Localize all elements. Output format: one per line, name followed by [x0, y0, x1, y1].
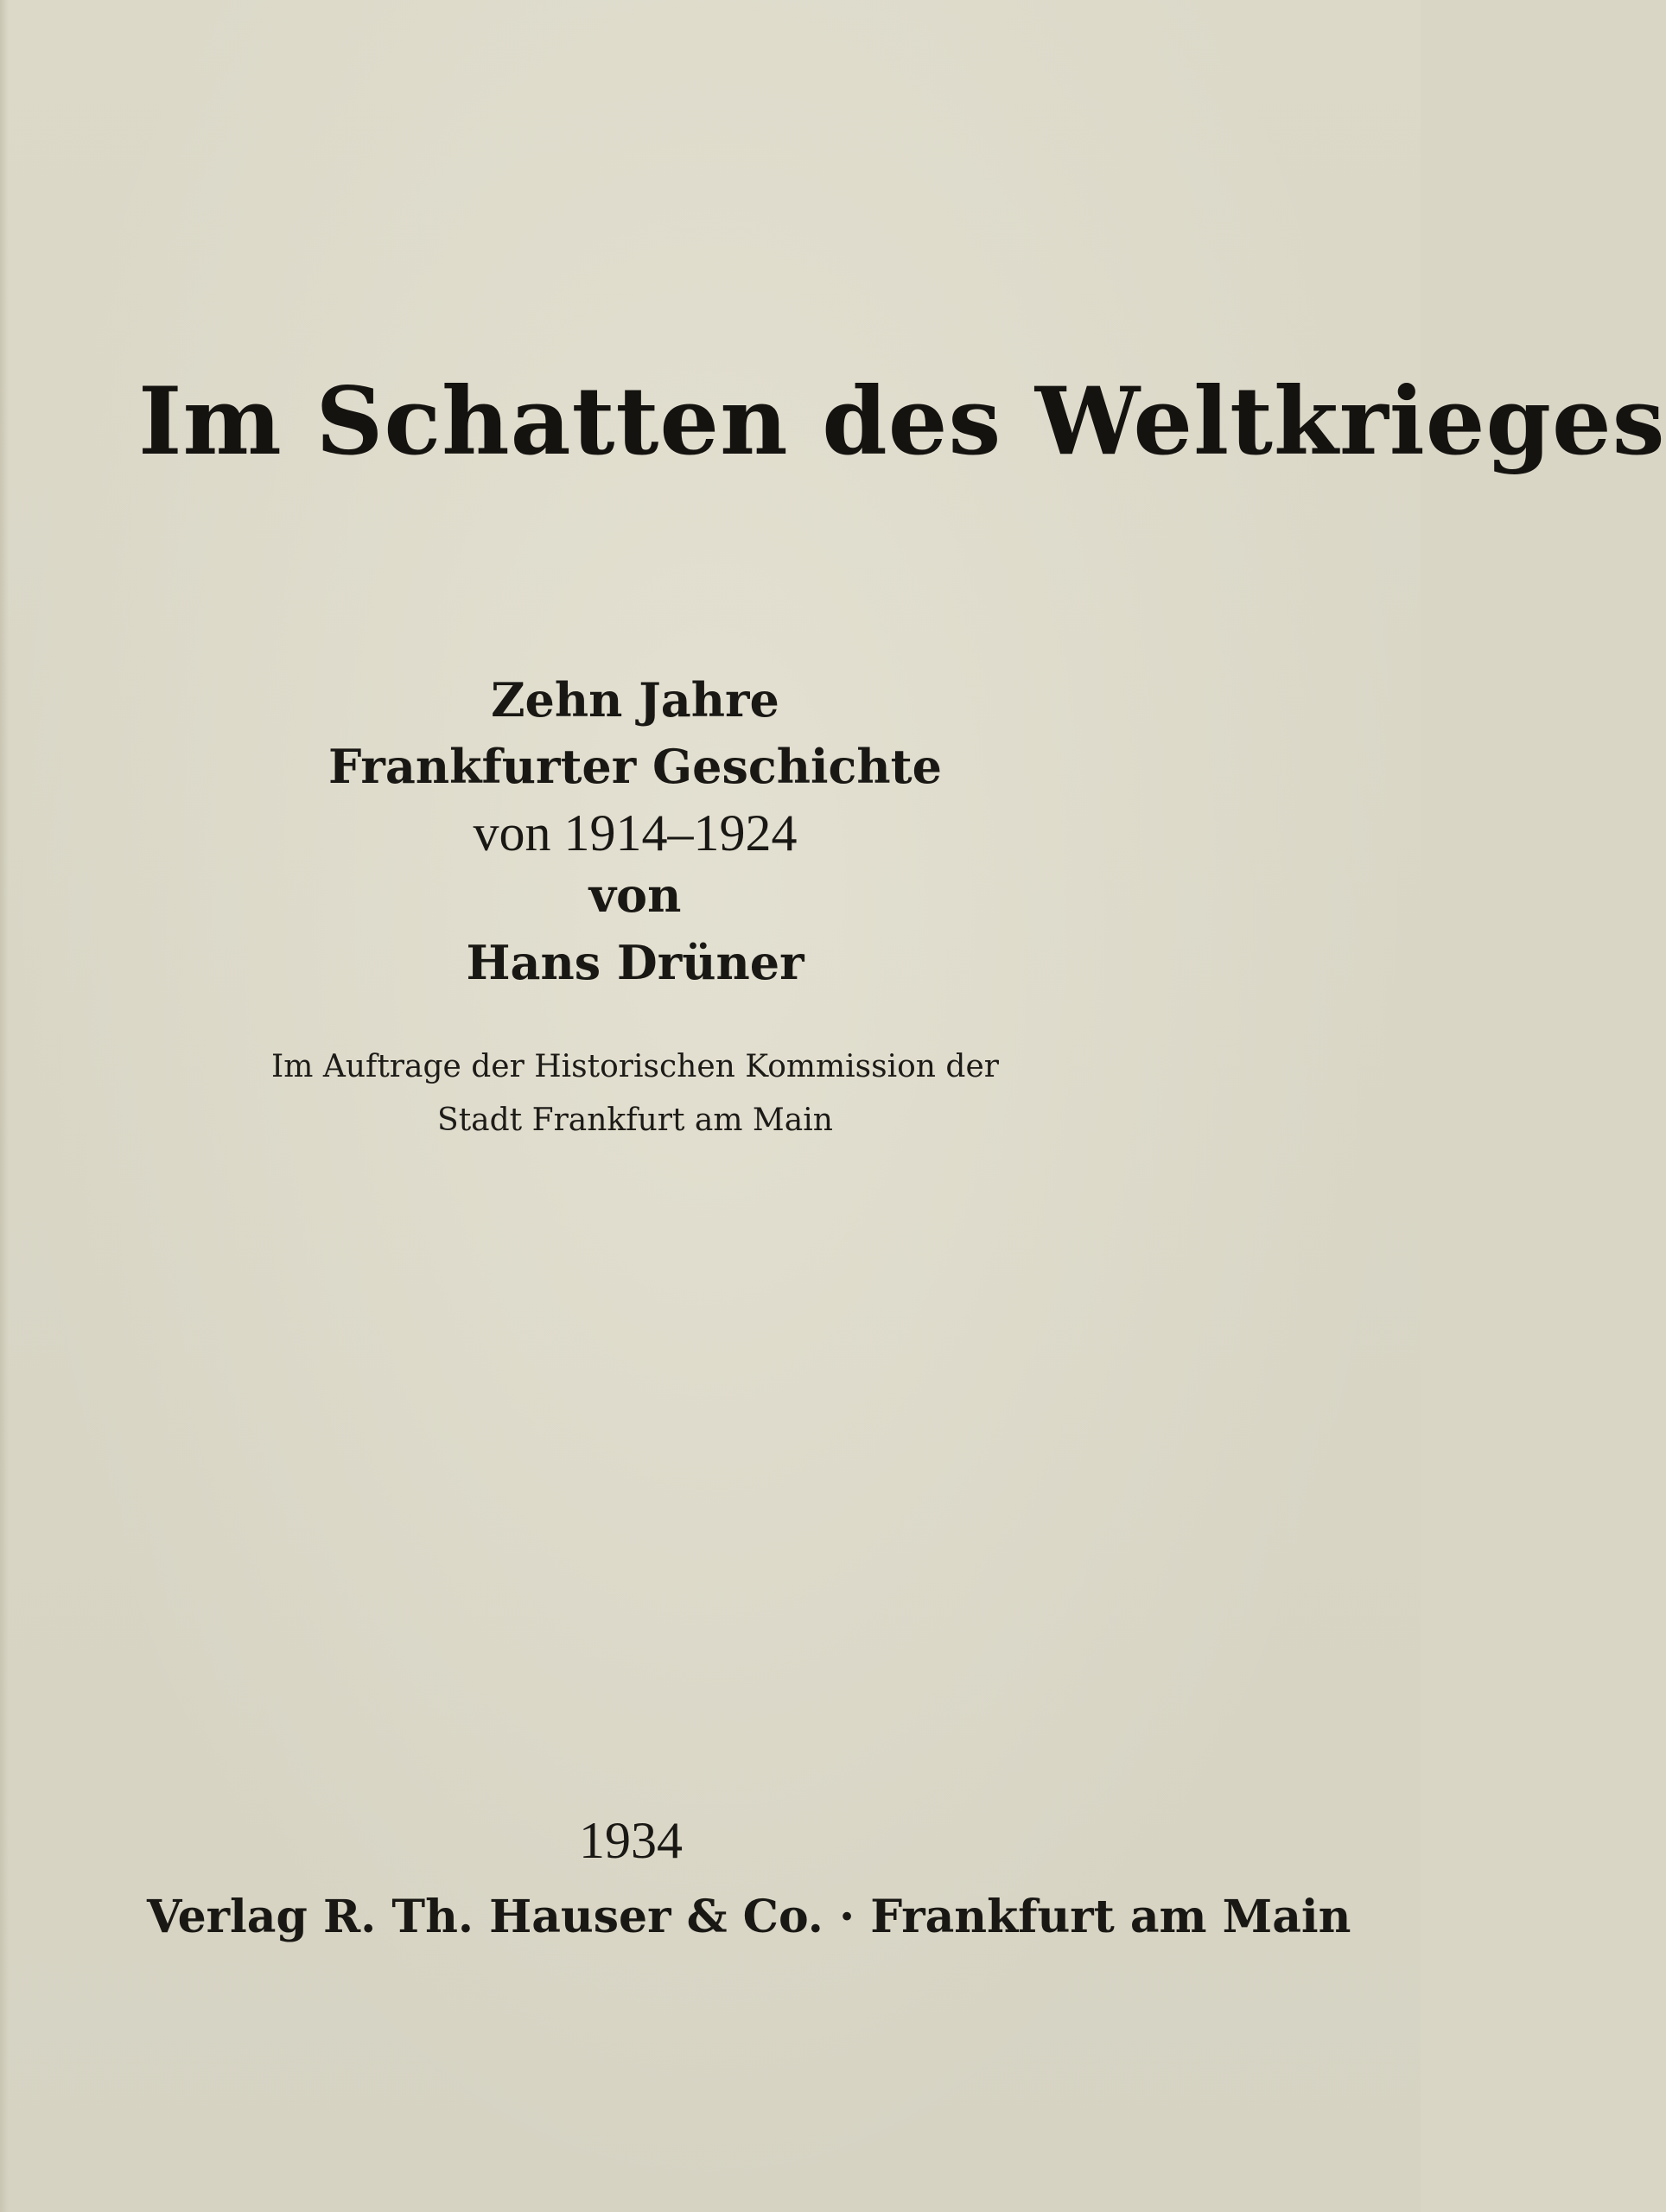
author-name: Hans Drüner — [466, 935, 804, 990]
subtitle-line-1: Zehn Jahre — [491, 672, 779, 728]
publisher-line: Verlag R. Th. Hauser & Co. · Frankfurt am Main — [147, 1891, 1351, 1943]
commission-line-2: Stadt Frankfurt am Main — [437, 1103, 833, 1138]
publication-year: 1934 — [579, 1812, 683, 1869]
book-title: Im Schatten des Weltkrieges — [138, 367, 1666, 476]
commission-line-1: Im Auftrage der Historischen Kommission der — [271, 1049, 999, 1084]
subtitle-line-4: von — [588, 868, 682, 923]
subtitle-line-2: Frankfurter Geschichte — [328, 739, 942, 794]
subtitle-line-3: von 1914–1924 — [473, 804, 798, 861]
